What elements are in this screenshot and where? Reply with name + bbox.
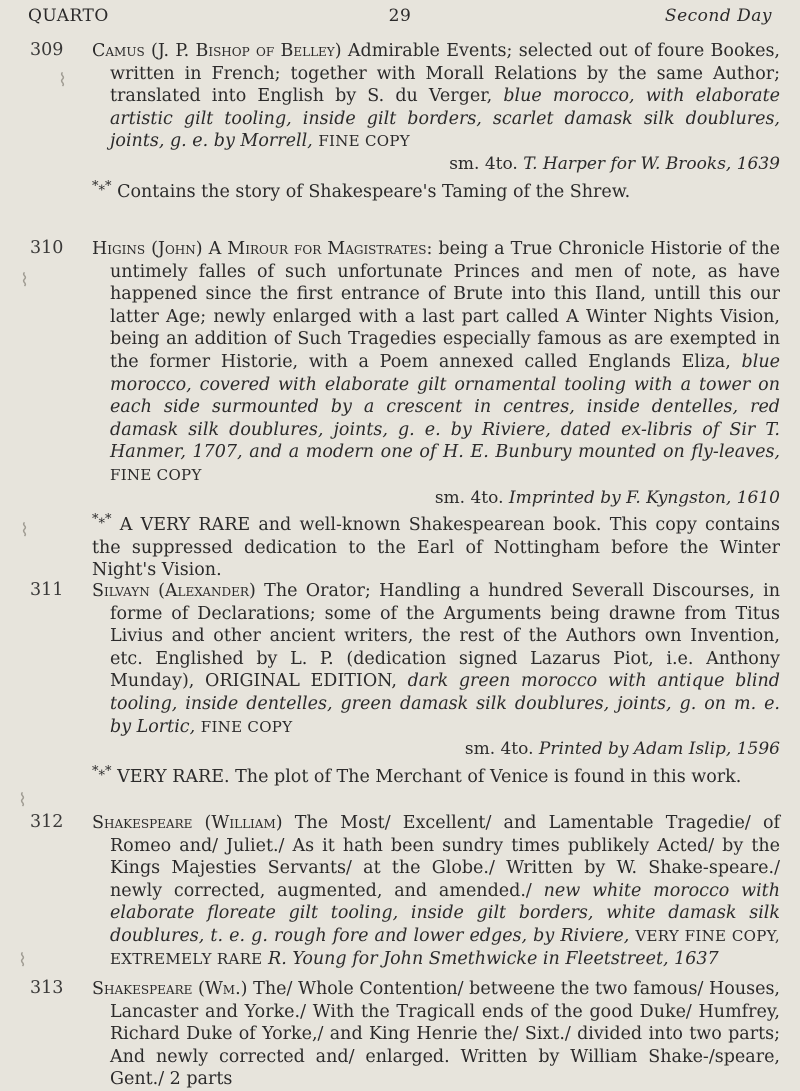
header-day: Second Day [664, 6, 772, 26]
lot-number: 309 [30, 40, 64, 60]
running-header [28, 6, 772, 32]
lot-entry [30, 812, 780, 970]
lot-title: being a True Chronicle Historie of the untimely falles of such unfortunate Princes and men of note, as have happened since the first entrance of Brute into this Iland, untill this our latter Age; newly enlarged with a last part called A Winter Nights Vision, being an addition of Such Tragedies especially famous as are exempted in the former Historie, with a Poem annexed called Englands Eliza, [110, 239, 780, 372]
lot-size: sm. 4to. [449, 153, 518, 174]
asterism-icon: *⁎* [92, 763, 112, 779]
lot-condition: FINE COPY [110, 465, 202, 484]
lot-heading: Shakespeare (William) [92, 813, 283, 833]
lot-number: 313 [30, 978, 64, 998]
lot-binding: blue morocco, covered with elaborate gilt ornamental tooling with a tower on each side surmounted by a crescent in centres, inside dentelles, red damask silk doublures, joints, g. e. by Riviere, dated ex-libris of Sir T. Hanmer, 1707, and a modern one of H. E. Bunbury mounted on fly-leaves, [110, 351, 780, 463]
lot-binding: dark green morocco with antique blind tooling, inside dentelles, green damask silk doublures, joints, g. on m. e. by Lortic, [110, 671, 780, 737]
lot-title: The/ Whole Contention/ betweene the two famous/ Houses, Lancaster and Yorke./ With the Tragicall ends of the good Duke/ Humfrey, Richard Duke of Yorke,/ and King Henrie the/ Sixt./ divided into two parts; And newly corrected and/ enlarged. Written by William Shake-/speare, Gent./ 2 parts [110, 979, 780, 1090]
lot-condition: FINE COPY [318, 132, 410, 151]
lot-size: sm. 4to. [464, 739, 534, 760]
lot-entry [30, 40, 780, 203]
lot-condition: VERY FINE COPY, EXTREMELY RARE [110, 926, 780, 968]
header-format: QUARTO [28, 6, 109, 26]
lot-binding: new white morocco with elaborate floreate gilt tooling, inside gilt borders, white damask silk doublures, t. e. g. rough fore and lower edges, by Riviere, [110, 880, 780, 946]
lot-number: 310 [30, 238, 64, 258]
lot-title: Admirable Events; selected out of foure Bookes, written in French; together with Morall Relations by the same Author; translated into English by S. du Verger, [110, 41, 780, 107]
lot-entry [30, 238, 780, 582]
lot-entry [30, 978, 780, 1091]
lot-heading: Higins (John) A Mirour for Magistrates: [92, 239, 433, 259]
lot-note: A VERY RARE and well-known Shakespearean book. This copy contains the suppressed dedication to the Earl of Nottingham before the Winter Night's Vision. [92, 514, 780, 581]
lot-heading: Shakespeare (Wm.) [92, 979, 248, 999]
asterism-icon: *⁎* [92, 178, 112, 194]
lot-imprint: Imprinted by F. Kyngston, 1610 [508, 487, 780, 508]
lot-number: 312 [30, 812, 64, 832]
lot-binding: blue morocco, with elaborate artistic gilt tooling, inside gilt borders, scarlet damask silk doublures, joints, g. e. by Morrell, [110, 86, 780, 152]
lot-heading: Silvayn (Alexander) [92, 581, 256, 601]
lot-size: sm. 4to. [434, 487, 504, 508]
lot-imprint: T. Harper for W. Brooks, 1639 [523, 153, 780, 174]
margin-pencil-mark: ⌇ [18, 790, 27, 811]
lot-number: 311 [30, 580, 64, 600]
margin-pencil-mark: ⌇ [58, 70, 67, 91]
margin-pencil-mark: ⌇ [20, 270, 29, 291]
lot-heading: Camus (J. P. Bishop of Belley) [92, 41, 342, 61]
page-number: 29 [388, 6, 412, 26]
lot-entry [30, 580, 780, 788]
lot-condition: FINE COPY [200, 717, 293, 736]
lot-imprint: R. Young for John Smethwicke in Fleetstreet, 1637 [268, 948, 719, 969]
margin-pencil-mark: ⌇ [20, 520, 29, 541]
margin-pencil-mark: ⌇ [18, 950, 27, 971]
lot-note: Contains the story of Shakespeare's Taming of the Shrew. [117, 181, 631, 202]
lot-imprint: Printed by Adam Islip, 1596 [538, 739, 780, 760]
asterism-icon: *⁎* [92, 512, 112, 528]
lot-title: The Orator; Handling a hundred Severall Discourses, in forme of Declarations; some of the Arguments being drawne from Titus Livius and other ancient writers, the rest of the Authors own Invention, etc. Englished by L. P. (dedication signed Lazarus Piot, i.e. Anthony Munday), ORIGINAL EDITION, [110, 581, 780, 692]
lot-note: VERY RARE. The plot of The Merchant of Venice is found in this work. [117, 766, 742, 787]
lot-title: The Most/ Excellent/ and Lamentable Tragedie/ of Romeo and/ Juliet./ As it hath been sundry times publikely Acted/ by the Kings Majesties Servants/ at the Globe./ Written by W. Shake-speare./ newly corrected, augmented, and amended./ [110, 813, 780, 901]
